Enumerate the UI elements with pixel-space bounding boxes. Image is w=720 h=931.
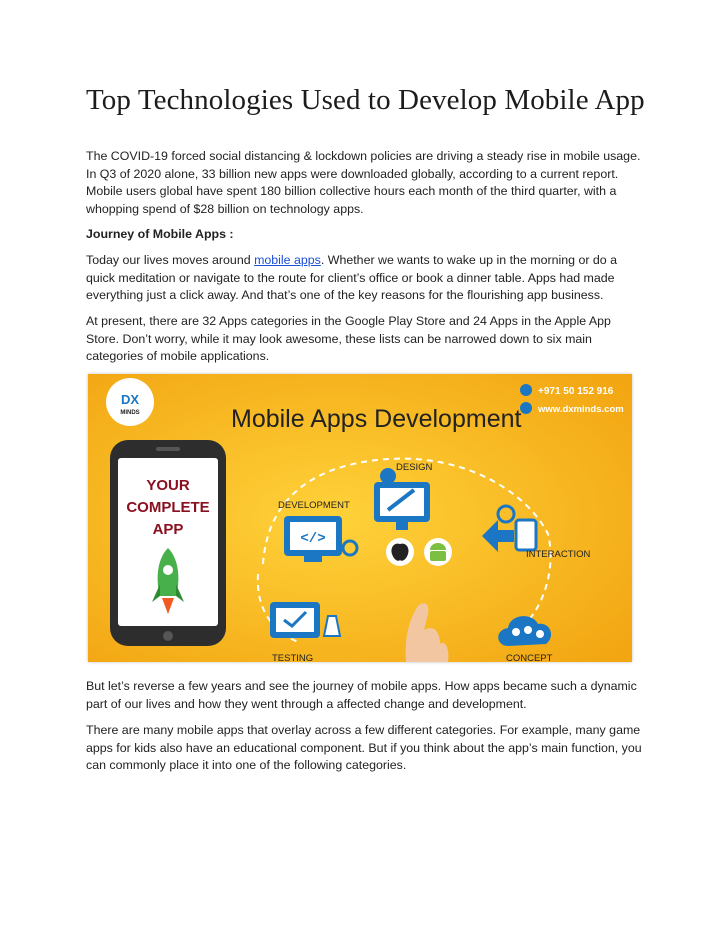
journey-paragraph-2: At present, there are 32 Apps categories in the Google Play Store and 24 Apps in the Apple App Store. Don’t worry, while it may look awesome, these lists can be narrowed down to six main categories of mobile applications. [86,314,611,363]
screen-line-2: COMPLETE [126,499,210,516]
label-interaction: INTERACTION [526,549,591,560]
after-paragraph-1: But let’s reverse a few years and see the journey of mobile apps. How apps became such a dynamic part of our lives and how they went through a affected change and development. [86,679,637,711]
page-title: Top Technologies Used to Develop Mobile App [86,84,645,116]
apple-icon [386,538,414,566]
logo-top: DX [120,392,140,407]
label-design: DESIGN [396,462,433,473]
screen-line-1: YOUR [146,477,190,494]
svg-text:</>: </> [300,531,326,547]
globe-icon [520,402,532,414]
phone-mockup [110,440,226,646]
mobile-apps-link[interactable]: mobile apps [254,253,321,267]
banner-heading: Mobile Apps Development [231,405,522,433]
website-url: www.dxminds.com [538,404,624,415]
after-paragraph-2: There are many mobile apps that overlay across a few different categories. For example, many game apps for kids also have an educational component. But if you think about the app’s main function, you can commonly place it into one of the following categories. [86,723,642,772]
intro-paragraph: The COVID-19 forced social distancing & lockdown policies are driving a steady rise in mobile usage. In Q3 of 2020 alone, 33 billion new apps were downloaded globally, according to a current report. Mobile users global have spent 180 billion collective hours each month of the third quarter, with a whopping spend of $28 billion on technology apps. [86,149,641,216]
android-icon [424,538,452,566]
label-development: DEVELOPMENT [278,500,350,511]
label-testing: TESTING [272,653,314,662]
journey-text-after: . Whether we wants to wake up in the morning or do a quick meditation or navigate to the route for client’s office or book a dinner table. Apps had made everything just a click away. And that’s one of the key reasons for the flourishing app business. [86,253,618,302]
banner-illustration [88,374,632,662]
journey-heading: Journey of Mobile Apps : [86,227,234,241]
phone-icon [520,384,532,396]
phone-number: +971 50 152 916 [538,386,614,397]
mobile-apps-banner [88,374,632,662]
journey-paragraph-1 [86,252,646,305]
screen-line-3: APP [152,521,184,538]
logo-bottom: MINDS [120,410,140,416]
journey-text-before: Today our lives moves around [86,253,255,267]
dxminds-logo [106,378,154,426]
label-concept: CONCEPT [506,653,553,662]
